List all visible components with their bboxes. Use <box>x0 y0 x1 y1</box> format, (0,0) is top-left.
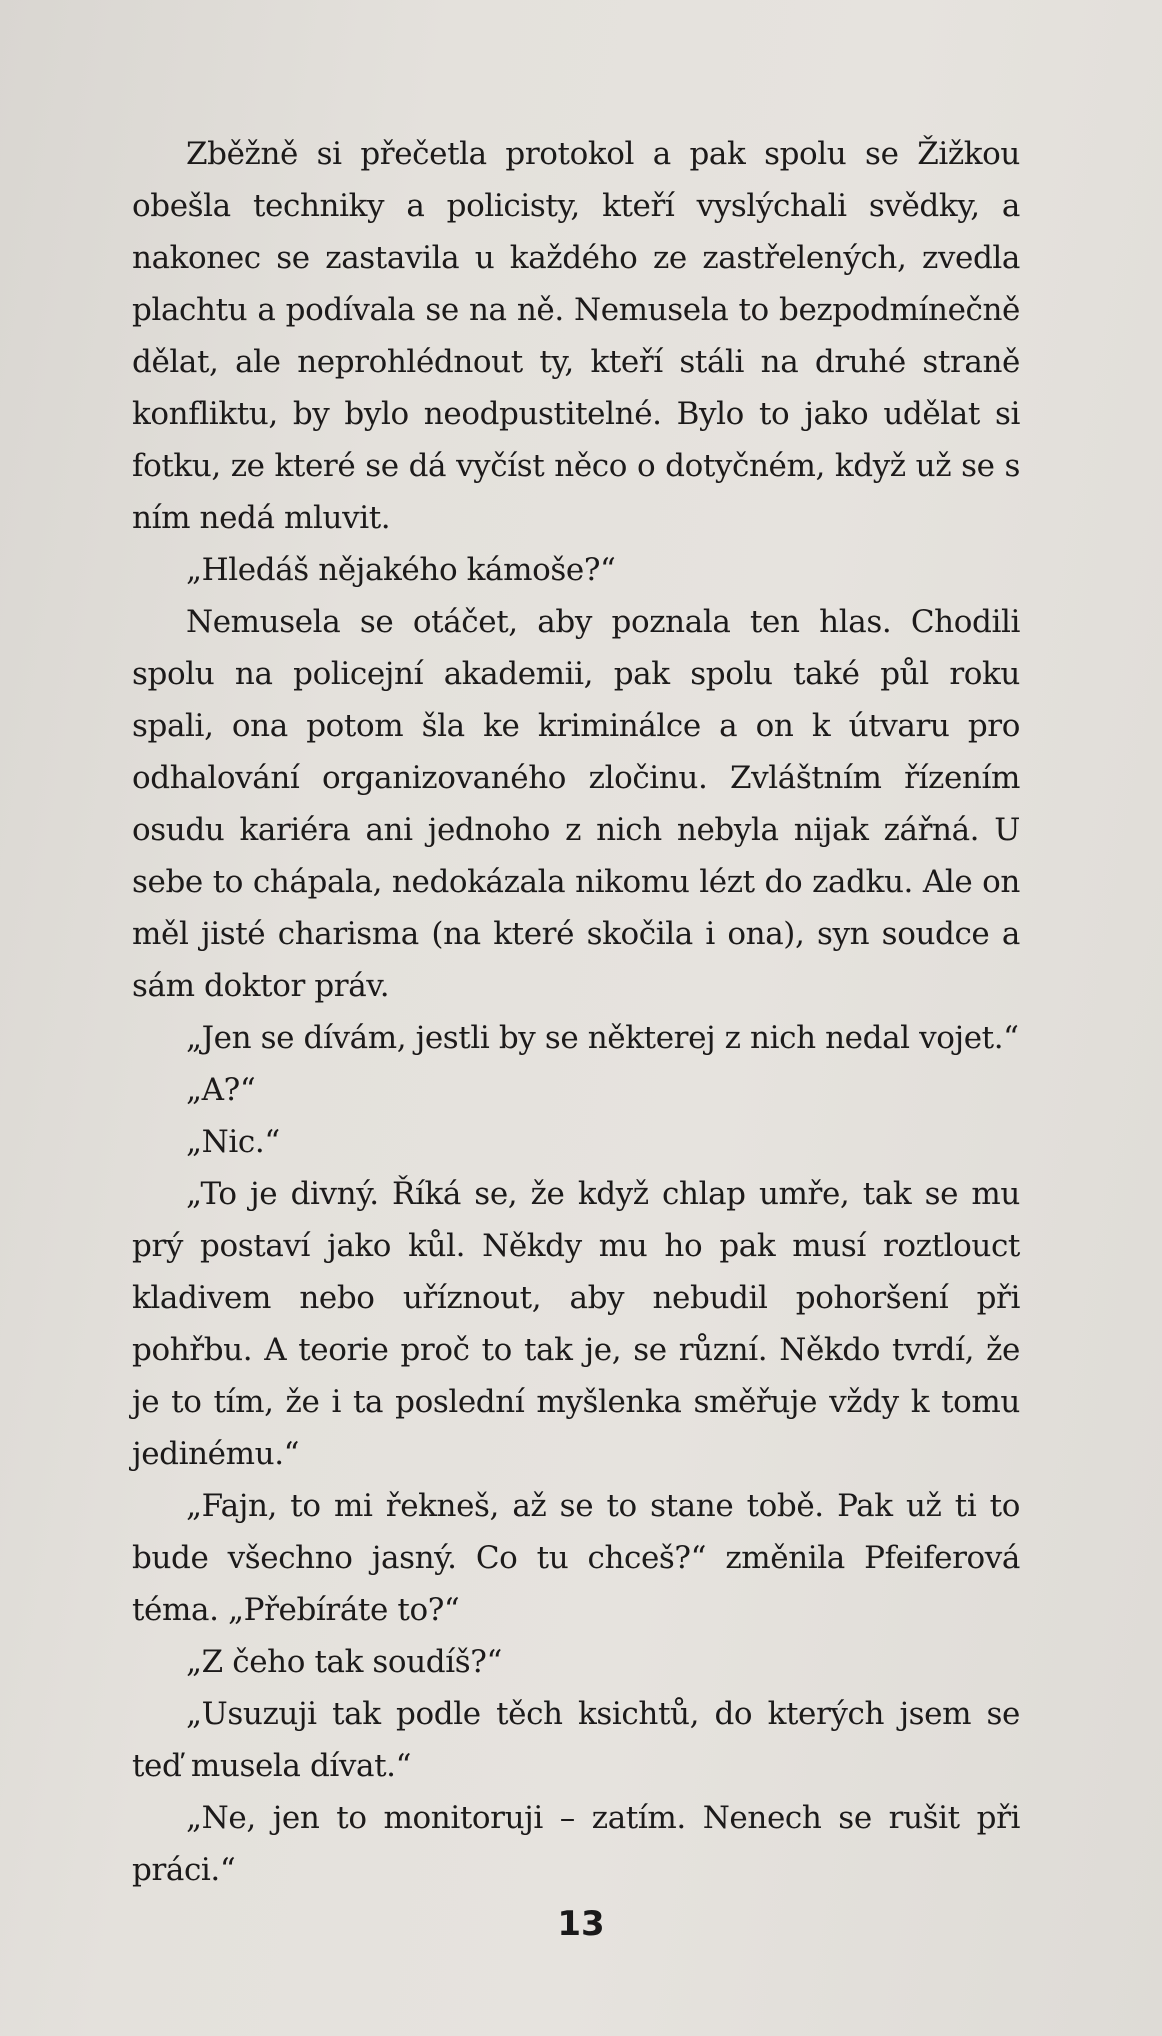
paragraph-4: „Jen se dívám, jestli by se některej z nich nedal vojet.“ <box>186 1020 1019 1056</box>
paragraph-5: „A?“ <box>186 1072 256 1108</box>
body-text <box>132 128 1020 1896</box>
page-number: 13 <box>557 1904 605 1944</box>
paragraph-6: „Nic.“ <box>186 1124 280 1160</box>
paragraph-8: „Fajn, to mi řekneš, až se to stane tobě. Pak už ti to bude všechno jasný. Co tu chceš?“ změnila Pfeiferová téma. „Přebíráte to?“ <box>132 1488 1020 1628</box>
paragraph-9: „Z čeho tak soudíš?“ <box>186 1644 502 1680</box>
paragraph-1: Zběžně si přečetla protokol a pak spolu se Žižkou obešla techniky a policisty, kteří vyslýchali svědky, a nakonec se zastavila u každého ze zastřelených, zvedla plachtu a podívala se na ně. Nemusela to bezpodmínečně dělat, ale neprohlédnout ty, kteří stáli na druhé straně konfliktu, by bylo neodpustitelné. Bylo to jako udělat si fotku, ze které se dá vyčíst něco o dotyčném, když už se s ním nedá mluvit. <box>132 136 1020 536</box>
paragraph-10: „Usuzuji tak podle těch ksichtů, do kterých jsem se teď musela dívat.“ <box>132 1696 1020 1784</box>
paragraph-7: „To je divný. Říká se, že když chlap umře, tak se mu prý postaví jako kůl. Někdy mu ho pak musí roztlouct kladivem nebo uříznout, aby nebudil pohoršení při pohřbu. A teorie proč to tak je, se různí. Někdo tvrdí, že je to tím, že i ta poslední myšlenka směřuje vždy k tomu jedinému.“ <box>132 1176 1020 1472</box>
paragraph-2: „Hledáš nějakého kámoše?“ <box>186 552 616 588</box>
paragraph-3: Nemusela se otáčet, aby poznala ten hlas. Chodili spolu na policejní akademii, pak spolu také půl roku spali, ona potom šla ke kriminálce a on k útvaru pro odhalování organizovaného zločinu. Zvláštním řízením osudu kariéra ani jednoho z nich nebyla nijak zářná. U sebe to chápala, nedokázala nikomu lézt do zadku. Ale on měl jisté charisma (na které skočila i ona), syn soudce a sám doktor práv. <box>132 604 1020 1004</box>
paragraph-11: „Ne, jen to monitoruji – zatím. Nenech se rušit při práci.“ <box>132 1800 1020 1888</box>
